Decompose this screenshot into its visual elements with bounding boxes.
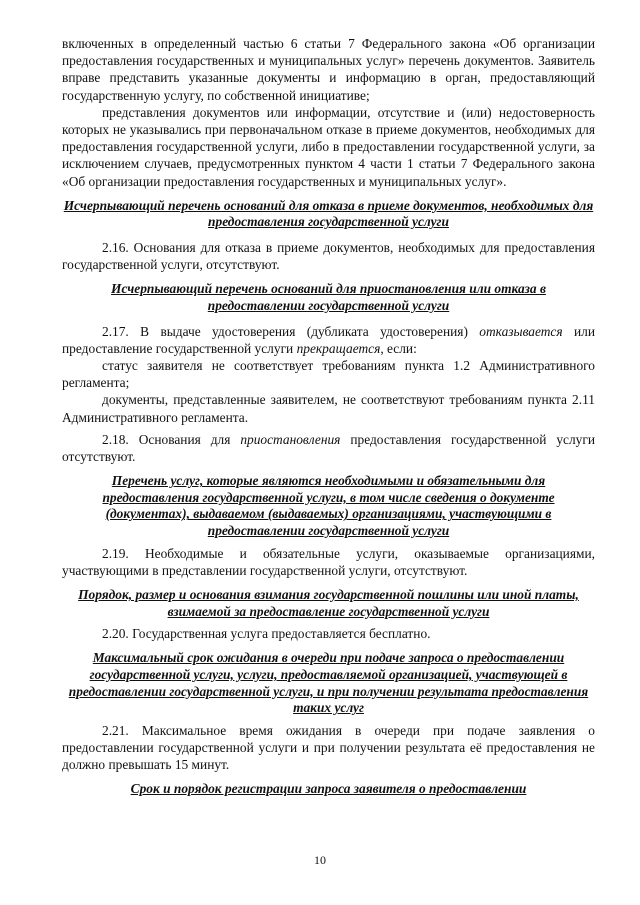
page-number: 10 bbox=[314, 853, 326, 867]
paragraph-2-20: 2.20. Государственная услуга предоставляется бесплатно. bbox=[102, 626, 431, 642]
text-span: или предоставление государственной услуги bbox=[62, 323, 595, 356]
section-heading-state-fee: Порядок, размер и основания взимания государственной пошлины или иной платы, взимаемой за предоставление государственной услуги bbox=[78, 587, 579, 619]
paragraph-2-16: 2.16. Основания для отказа в приеме документов, необходимых для предоставления государственной услуги, отсутствуют. bbox=[62, 240, 595, 273]
text-span: , если: bbox=[380, 340, 417, 356]
paragraph-status: статус заявителя не соответствует требованиям пункта 1.2 Административного регламента; bbox=[62, 358, 595, 391]
section-heading-suspension-refusal: Исчерпывающий перечень оснований для приостановления или отказа в предоставлении государственной услуги bbox=[111, 281, 546, 314]
italic-span: приостановления bbox=[240, 431, 341, 447]
paragraph-2-17 bbox=[62, 323, 595, 357]
section-heading-necessary-services: Перечень услуг, которые являются необходимыми и обязательными для предоставления государственной услуги, в том числе сведения о документе (документах), выдаваемом (выдаваемых) организациями, участвующими в предоставлении государственной услуги bbox=[102, 473, 555, 539]
paragraph-2-19: 2.19. Необходимые и обязательные услуги, оказываемые организациями, участвующими в представлении государственной услуги, отсутствуют. bbox=[62, 545, 595, 578]
paragraph-2-18 bbox=[62, 431, 595, 465]
paragraph-continuation: включенных в определенный частью 6 статьи 7 Федерального закона «Об организации предоставления государственных и муниципальных услуг» перечень документов. Заявитель вправе представить указанные документы и информацию в орган, предоставляющий государственную услугу, по собственной инициативе; bbox=[62, 36, 595, 103]
section-heading-waiting-time: Максимальный срок ожидания в очереди при подаче запроса о предоставлении государственной услуги, услуги, предоставляемой организацией, участвующей в предоставлении государственной услуги, и при получении результата предоставления таких услуг bbox=[68, 650, 589, 716]
paragraph-2-21: 2.21. Максимальное время ожидания в очереди при подаче заявления о предоставлении государственной услуги и при получении результата её предоставления не должно превышать 15 минут. bbox=[62, 722, 595, 773]
italic-span: прекращается bbox=[296, 340, 381, 356]
text-span: предоставления государственной услуги отсутствуют. bbox=[62, 431, 595, 465]
section-heading-registration: Срок и порядок регистрации запроса заявителя о предоставлении bbox=[130, 781, 527, 797]
text-span: 2.18. Основания для bbox=[102, 431, 241, 447]
italic-span: отказывается bbox=[479, 323, 563, 339]
document-page bbox=[62, 35, 595, 798]
paragraph-documents: документы, представленные заявителем, не соответствуют требованиям пункта 2.11 Административного регламента. bbox=[62, 392, 595, 425]
paragraph-representation: представления документов или информации, отсутствие и (или) недостоверность которых не указывались при первоначальном отказе в приеме документов, необходимых для предоставления государственной услуги, либо в предоставлении государственной услуги, за исключением случаев, предусмотренных пунктом 4 части 1 статьи 7 Федерального закона «Об организации предоставления государственных и муниципальных услуг». bbox=[62, 104, 595, 189]
text-span: 2.17. В выдаче удостоверения (дубликата удостоверения) bbox=[102, 323, 480, 339]
section-heading-refusal-acceptance: Исчерпывающий перечень оснований для отказа в приеме документов, необходимых для предоставления государственной услуги bbox=[63, 197, 594, 230]
